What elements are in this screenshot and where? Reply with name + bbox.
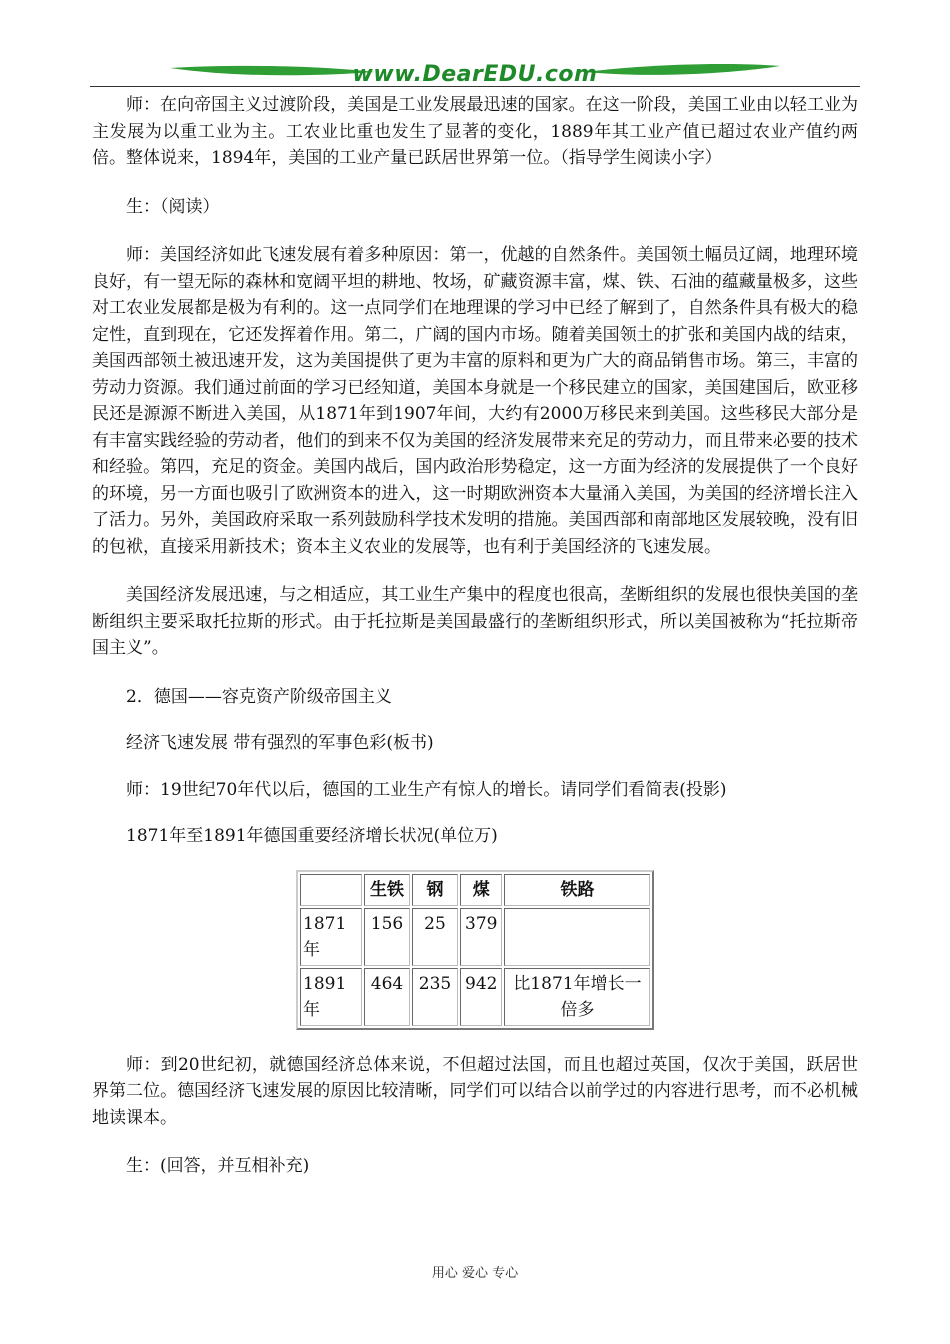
- paragraph: 师：美国经济如此飞速发展有着多种原因：第一，优越的自然条件。美国领土幅员辽阔，地理环境良好，有一望无际的森林和宽阔平坦的耕地、牧场，矿藏资源丰富，煤、铁、石油的蕴藏量极多，这些对工农业发展都是极为有利的。这一点同学们在地理课的学习中已经了解到了，自然条件具有极大的稳定性，直到现在，它还发挥着作用。第二，广阔的国内市场。随着美国领土的扩张和美国内战的结束，美国西部领土被迅速开发，这为美国提供了更为丰富的原料和更为广大的商品销售市场。第三，丰富的劳动力资源。我们通过前面的学习已经知道，美国本身就是一个移民建立的国家，美国建国后，欧亚移民还是源源不断进入美国，从1871年到1907年间，大约有2000万移民来到美国。这些移民大部分是有丰富实践经验的劳动者，他们的到来不仅为美国的经济发展带来充足的劳动力，而且带来必要的技术和经验。第四，充足的资金。美国内战后，国内政治形势稳定，这一方面为经济的发展提供了一个良好的环境，另一方面也吸引了欧洲资本的进入，这一时期欧洲资本大量涌入美国，为美国的经济增长注入了活力。另外，美国政府采取一系列鼓励科学技术发明的措施。美国西部和南部地区发展较晚，没有旧的包袱，直接采用新技术；资本主义农业的发展等，也有利于美国经济的飞速发展。: [92, 245, 858, 557]
- table-cell: [504, 908, 650, 966]
- table-cell: 942: [460, 968, 502, 1026]
- economic-growth-table: [296, 870, 654, 1030]
- table-header-cell: 生铁: [364, 874, 410, 906]
- table-row: [300, 968, 650, 1026]
- table-cell: 25: [412, 908, 458, 966]
- board-note: 经济飞速发展 带有强烈的军事色彩(板书): [126, 733, 434, 753]
- section-heading: 2．德国——容克资产阶级帝国主义: [126, 686, 392, 707]
- table-cell: 156: [364, 908, 410, 966]
- paragraph: 生：（阅读）: [126, 196, 220, 217]
- paragraph: 师：到20世纪初，就德国经济总体来说，不但超过法国，而且也超过英国，仅次于美国，跃居世界第二位。德国经济飞速发展的原因比较清晰，同学们可以结合以前学过的内容进行思考，而不必机械地读课本。: [92, 1054, 858, 1128]
- table-header-row: [300, 874, 650, 906]
- table-cell: 1871年: [300, 908, 362, 966]
- site-logo-text: www.DearEDU.com: [352, 62, 598, 87]
- table-cell: 379: [460, 908, 502, 966]
- paragraph: 美国经济发展迅速，与之相适应，其工业生产集中的程度也很高，垄断组织的发展也很快美国的垄断组织主要采取托拉斯的形式。由于托拉斯是美国最盛行的垄断组织形式，所以美国被称为“托拉斯帝国主义”。: [92, 585, 858, 658]
- table-header-cell: 铁路: [504, 874, 650, 906]
- table-cell: 1891年: [300, 968, 362, 1026]
- paragraph: 生：(回答，并互相补充): [126, 1156, 310, 1176]
- page-footer: 用心 爱心 专心: [431, 1266, 519, 1281]
- table-header-cell: 煤: [460, 874, 502, 906]
- table-row: [300, 908, 650, 966]
- table-cell: 比1871年增长一倍多: [504, 968, 650, 1026]
- table-cell: 464: [364, 968, 410, 1026]
- paragraph: 师：19世纪70年代以后，德国的工业生产有惊人的增长。请同学们看简表(投影): [126, 779, 727, 800]
- table-caption: 1871年至1891年德国重要经济增长状况(单位万): [126, 826, 498, 846]
- paragraph: 师：在向帝国主义过渡阶段，美国是工业发展最迅速的国家。在这一阶段，美国工业由以轻工业为主发展为以重工业为主。工农业比重也发生了显著的变化，1889年其工业产值已超过农业产值约两倍。整体说来，1894年，美国的工业产量已跃居世界第一位。（指导学生阅读小字）: [92, 95, 858, 168]
- table-header-cell: 钢: [412, 874, 458, 906]
- table-header-cell: [300, 874, 362, 906]
- document-body: [92, 92, 858, 1202]
- table-cell: 235: [412, 968, 458, 1026]
- header-divider: [90, 86, 860, 87]
